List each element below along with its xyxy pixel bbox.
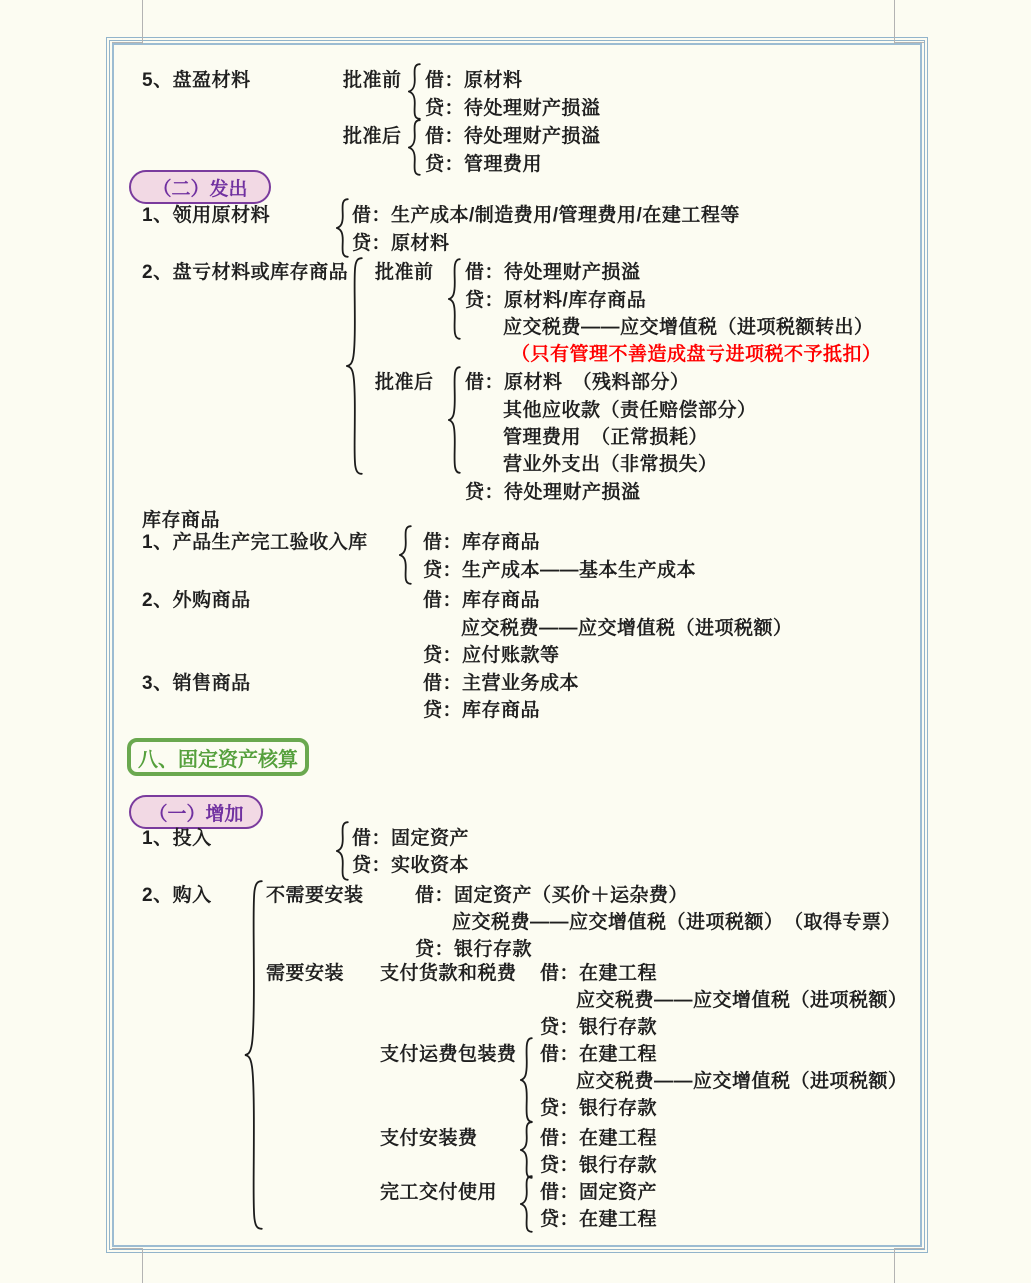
- item-title: 3、销售商品: [142, 673, 251, 694]
- section-badge-increase: （一）增加: [129, 795, 263, 829]
- entry-line: 借：在建工程: [540, 1044, 658, 1065]
- entry-line: 借：待处理财产损溢: [425, 126, 601, 147]
- curly-brace: [520, 1037, 533, 1123]
- branch-label: 需要安装: [266, 963, 345, 984]
- item-title: 5、盘盈材料: [142, 70, 251, 91]
- section-badge-fixed-assets: 八、固定资产核算: [127, 738, 309, 776]
- entry-line: 借：固定资产: [540, 1182, 658, 1203]
- entry-line: 借：固定资产（买价＋运杂费）: [415, 885, 689, 906]
- branch-label: 批准前: [343, 70, 402, 91]
- entry-line: 借：在建工程: [540, 963, 658, 984]
- branch-label: 批准前: [375, 262, 434, 283]
- margin-mark: [894, 1248, 924, 1249]
- entry-line: 贷：在建工程: [540, 1209, 658, 1230]
- entry-line: 应交税费——应交增值税（进项税额转出）: [503, 317, 874, 338]
- branch-label: 完工交付使用: [380, 1182, 498, 1203]
- entry-line: 借：原材料 （残料部分）: [465, 372, 690, 393]
- entry-line: 应交税费——应交增值税（进项税额）: [576, 990, 908, 1011]
- entry-line: 营业外支出（非常损失）: [503, 454, 718, 475]
- branch-label: 支付货款和税费: [380, 963, 517, 984]
- curly-brace: [408, 119, 421, 176]
- entry-line: 其他应收款（责任赔偿部分）: [503, 400, 757, 421]
- entry-line: 借：待处理财产损溢: [465, 262, 641, 283]
- warning-note: （只有管理不善造成盘亏进项税不予抵扣）: [511, 344, 882, 365]
- entry-line: 借：在建工程: [540, 1128, 658, 1149]
- branch-label: 批准后: [375, 372, 434, 393]
- margin-mark: [894, 1248, 895, 1283]
- margin-mark: [112, 1248, 143, 1249]
- section-badge-issue: （二）发出: [129, 170, 271, 204]
- branch-label: 支付运费包装费: [380, 1044, 517, 1065]
- entry-line: 借：生产成本/制造费用/管理费用/在建工程等: [352, 205, 740, 226]
- curly-brace: [399, 525, 412, 585]
- margin-mark: [112, 42, 143, 43]
- item-title: 2、购入: [142, 885, 212, 906]
- margin-mark: [142, 0, 143, 44]
- entry-line: 贷：待处理财产损溢: [465, 482, 641, 503]
- curly-brace: [408, 63, 421, 120]
- curly-brace: [520, 1121, 533, 1179]
- entry-line: 应交税费——应交增值税（进项税额）: [576, 1071, 908, 1092]
- branch-label: 支付安装费: [380, 1128, 478, 1149]
- item-title: 1、产品生产完工验收入库: [142, 532, 368, 553]
- entry-line: 贷：实收资本: [352, 855, 470, 876]
- item-title: 2、盘亏材料或库存商品: [142, 262, 349, 283]
- margin-mark: [142, 1248, 143, 1283]
- entry-line: 贷：银行存款: [540, 1017, 658, 1038]
- entry-line: 管理费用 （正常损耗）: [503, 427, 709, 448]
- section-header: 库存商品: [142, 510, 221, 531]
- branch-label: 批准后: [343, 126, 402, 147]
- entry-line: 贷：管理费用: [425, 154, 543, 175]
- entry-line: 贷：原材料/库存商品: [465, 290, 647, 311]
- entry-line: 贷：生产成本——基本生产成本: [423, 560, 697, 581]
- branch-label: 不需要安装: [266, 885, 364, 906]
- curly-brace: [244, 880, 263, 1230]
- entry-line: 贷：银行存款: [540, 1155, 658, 1176]
- margin-mark: [894, 42, 924, 43]
- entry-line: 贷：待处理财产损溢: [425, 98, 601, 119]
- item-title: 1、领用原材料: [142, 205, 271, 226]
- curly-brace: [346, 257, 363, 475]
- entry-line: 贷：原材料: [352, 233, 450, 254]
- margin-mark: [894, 0, 895, 44]
- entry-line: 贷：库存商品: [423, 700, 541, 721]
- curly-brace: [520, 1175, 533, 1233]
- curly-brace: [448, 258, 461, 340]
- entry-line: 应交税费——应交增值税（进项税额） （取得专票）: [452, 912, 902, 933]
- entry-line: 贷：银行存款: [540, 1098, 658, 1119]
- curly-brace: [448, 366, 461, 474]
- item-title: 2、外购商品: [142, 590, 251, 611]
- entry-line: 借：固定资产: [352, 828, 470, 849]
- curly-brace: [336, 821, 349, 881]
- entry-line: 贷：银行存款: [415, 939, 533, 960]
- item-title: 1、投入: [142, 828, 212, 849]
- entry-line: 借：主营业务成本: [423, 673, 580, 694]
- curly-brace: [336, 198, 349, 258]
- entry-line: 应交税费——应交增值税（进项税额）: [461, 618, 793, 639]
- entry-line: 借：库存商品: [423, 590, 541, 611]
- entry-line: 借：库存商品: [423, 532, 541, 553]
- entry-line: 借：原材料: [425, 70, 523, 91]
- entry-line: 贷：应付账款等: [423, 645, 560, 666]
